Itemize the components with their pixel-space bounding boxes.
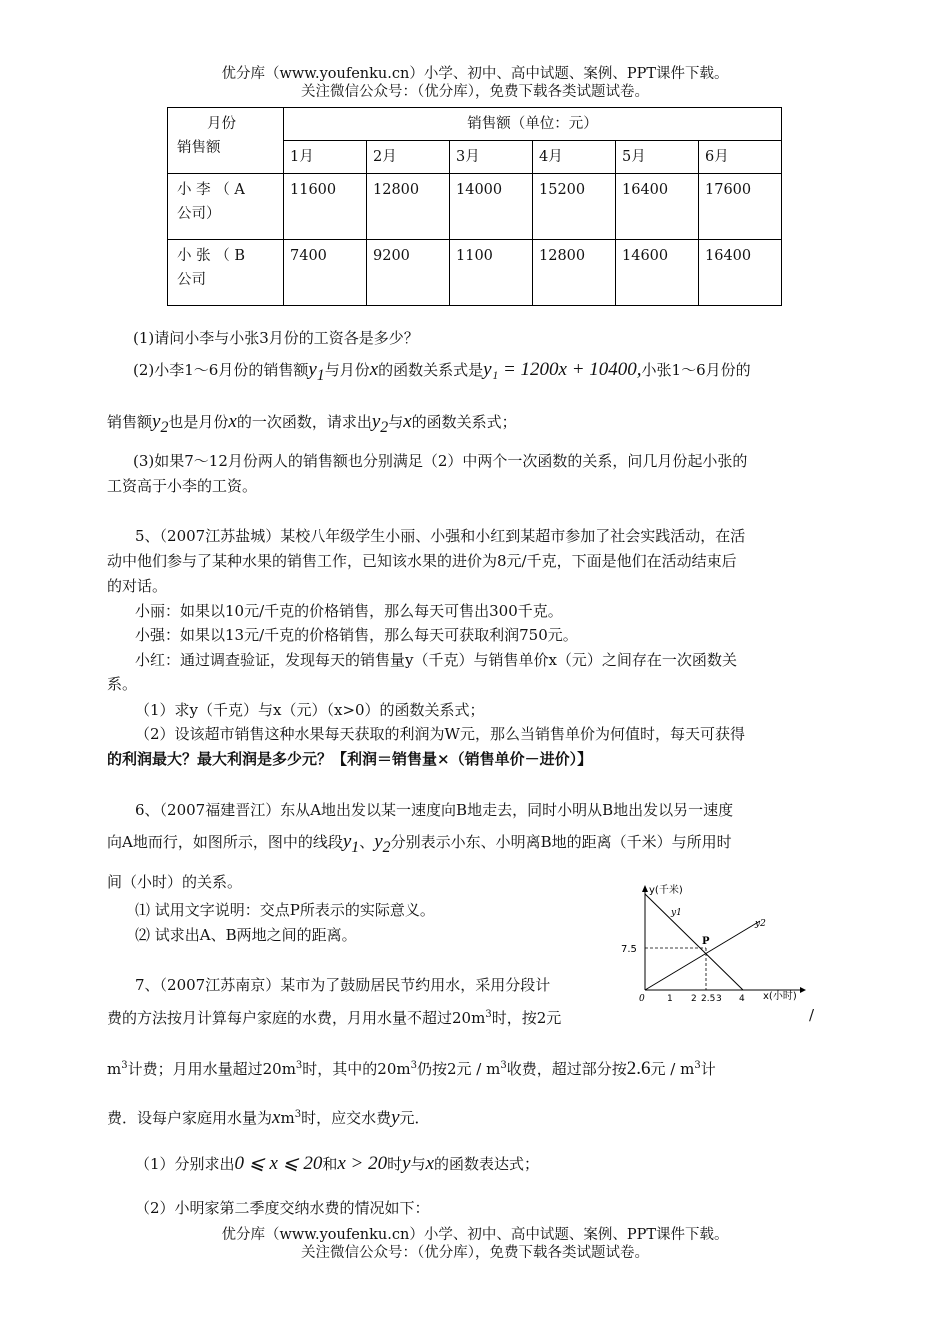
q6-line-2 — [107, 830, 732, 860]
math-sub: 1 — [316, 366, 325, 384]
math-sub: 2 — [160, 418, 169, 436]
q4-text: 销售额 — [107, 413, 153, 431]
q5-xiaoli: 小丽：如果以10元/千克的价格销售，那么每天可售出300千克。 — [135, 602, 563, 620]
q7-slash: / — [809, 1006, 815, 1024]
row-label-line: 小 张 （ B — [177, 248, 245, 264]
math-x: x — [272, 1107, 281, 1128]
table-row — [168, 240, 782, 306]
range-2: x > 20 — [337, 1153, 388, 1174]
header-line-2: 关注微信公众号：（优分库），免费下载各类试题试卷。 — [301, 84, 649, 100]
cube-superscript: 3 — [500, 1060, 507, 1071]
range-1: 0 ⩽ x ⩽ 20 — [234, 1153, 323, 1174]
math-x: x — [425, 1153, 435, 1174]
table-cell: 11600 — [284, 174, 367, 240]
q7-text: 费．设每户家庭用水量为 — [107, 1109, 273, 1127]
month-header: 4月 — [533, 141, 616, 174]
q7-sub-1 — [135, 1152, 539, 1176]
q7-line-3 — [107, 1054, 716, 1081]
footer-line-2: 关注微信公众号：（优分库），免费下载各类试题试卷。 — [301, 1245, 649, 1261]
y-tick-label: 7.5 — [621, 944, 637, 955]
q7-text: 计 — [700, 1060, 716, 1078]
q4-part-1: (1)请问小李与小张3月份的工资各是多少？ — [133, 329, 419, 347]
q4-part-2-line-2 — [107, 410, 517, 440]
table-cell: 17600 — [699, 174, 782, 240]
month-header: 6月 — [699, 141, 782, 174]
q6-sub-2: ⑵ 试求出A、B两地之间的距离。 — [135, 926, 357, 944]
row-label-line: 公司 — [177, 272, 206, 288]
q7-text: 与 — [410, 1155, 426, 1173]
line-y1 — [645, 894, 743, 990]
q7-text: （1）分别求出 — [135, 1155, 235, 1173]
q7-line-1: 7、（2007江苏南京）某市为了鼓励居民节约用水，采用分段计 — [135, 976, 551, 994]
x-axis-arrow — [800, 987, 806, 993]
table-cell: 14000 — [450, 174, 533, 240]
q5-sub-1: （1）求y（千克）与x（元）（x>0）的函数关系式； — [135, 701, 485, 719]
q7-sub-2: （2）小明家第二季度交纳水费的情况如下： — [135, 1199, 430, 1217]
cube-superscript: 3 — [694, 1060, 701, 1071]
table-cell: 16400 — [616, 174, 699, 240]
origin-label: 0 — [639, 994, 645, 1004]
y-axis-arrow — [642, 885, 648, 892]
q4-part-3-line-1: (3)如果7～12月份两人的销售额也分别满足（2）中两个一次函数的关系，问几月份起小张的 — [133, 452, 748, 470]
math-y: y — [152, 411, 161, 432]
q4-text: 的函数关系式是 — [378, 361, 484, 379]
math-y1 — [308, 359, 325, 384]
q7-text: m — [107, 1060, 122, 1078]
table-cell: 7400 — [284, 240, 367, 306]
line-y1-label: y1 — [671, 908, 682, 918]
corner-month-label: 月份 — [207, 116, 236, 132]
line-y2 — [645, 921, 760, 990]
y-axis-label: y(千米) — [649, 885, 683, 896]
x-tick-label: 1 — [667, 994, 673, 1004]
math-y: y — [342, 831, 352, 852]
cube-superscript: 3 — [294, 1109, 302, 1120]
month-header: 5月 — [616, 141, 699, 174]
q4-part-3-line-2: 工资高于小李的工资。 — [107, 477, 258, 495]
corner-sales-label: 销售额 — [177, 140, 221, 156]
q6-line-3: 间（小时）的关系。 — [107, 873, 243, 891]
row-label-line: 小 李 （ A — [177, 182, 245, 198]
q5-sub-2-line-2: 的利润最大？最大利润是多少元？【利润＝销售量×（销售单价－进价）】 — [107, 750, 593, 768]
q6-line-1: 6、（2007福建晋江）东从A地出发以某一速度向B地走去，同时小明从B地出发以另一速度 — [135, 801, 734, 819]
math-y: y — [308, 359, 317, 380]
math-sub: 2 — [382, 838, 391, 856]
cube-superscript: 3 — [485, 1009, 492, 1020]
x-axis-label: x(小时) — [763, 991, 797, 1002]
x-tick-label: 2 — [691, 994, 697, 1004]
q4-part-2-line-1 — [133, 358, 751, 388]
point-p-label: P — [702, 936, 710, 947]
cube-superscript: 3 — [121, 1060, 128, 1071]
q4-text: 小张1～6月份的 — [641, 361, 751, 379]
math-sub: 1 — [351, 838, 360, 856]
table-corner-cell — [168, 108, 284, 174]
q4-text: 与月份 — [324, 361, 370, 379]
q7-text: 时 — [387, 1155, 403, 1173]
q5-line-1: 5、（2007江苏盐城）某校八年级学生小丽、小强和小红到某超市参加了社会实践活动，在活 — [135, 527, 746, 545]
q7-text: 的函数表达式； — [434, 1155, 540, 1173]
formula-y1: y₁ = 1200x + 10400, — [483, 359, 642, 380]
table-cell: 14600 — [616, 240, 699, 306]
q7-line-2 — [107, 1003, 561, 1030]
q4-text: 的一次函数，请求出 — [236, 413, 372, 431]
row-label — [168, 240, 284, 306]
x-tick-label: 3 — [716, 994, 722, 1004]
q7-line-4 — [107, 1103, 430, 1130]
q4-text: 的函数关系式； — [411, 413, 517, 431]
q6-sub-1: ⑴ 试用文字说明：交点P所表示的实际意义。 — [135, 901, 435, 919]
math-x: x — [369, 359, 379, 380]
line-y2-label: y2 — [755, 919, 766, 929]
math-y: y — [374, 831, 383, 852]
q7-text: 时，按2元 — [491, 1009, 562, 1027]
q7-text: 费的方法按月计算每户家庭的水费，月用水量不超过20m — [107, 1009, 486, 1027]
table-cell: 15200 — [533, 174, 616, 240]
math-y: y — [371, 411, 381, 432]
table-cell: 12800 — [533, 240, 616, 306]
q6-text: 、 — [359, 833, 375, 851]
math-x: x — [403, 411, 412, 432]
table-cell: 1100 — [450, 240, 533, 306]
q6-text: 向A地而行，如图所示，图中的线段 — [107, 833, 343, 851]
q5-xiaoqiang: 小强：如果以13元/千克的价格销售，那么每天可获取利润750元。 — [135, 626, 578, 644]
q5-xiaohong-1: 小红：通过调查验证，发现每天的销售量y（千克）与销售单价x（元）之间存在一次函数关 — [135, 651, 737, 669]
q5-line-2: 动中他们参与了某种水果的销售工作，已知该水果的进价为8元/千克，下面是他们在活动结束后 — [107, 552, 737, 570]
row-label-line: 公司） — [177, 206, 221, 222]
q7-text: 元 / m — [650, 1060, 695, 1078]
q7-text: 收费，超过部分按 — [506, 1060, 627, 1078]
month-header: 3月 — [450, 141, 533, 174]
math-sub: 2 — [380, 418, 389, 436]
q7-text: m — [280, 1109, 295, 1127]
math-y2 — [371, 411, 389, 436]
q7-text: 和 — [322, 1155, 338, 1173]
q5-line-3: 的对话。 — [107, 577, 168, 595]
q7-text: 时，应交水费 — [301, 1109, 392, 1127]
q7-text: 元． — [399, 1109, 430, 1127]
table-cell: 12800 — [367, 174, 450, 240]
cube-superscript: 3 — [410, 1060, 417, 1071]
q7-text: 仍按2元 / m — [416, 1060, 501, 1078]
math-y: y — [391, 1107, 400, 1128]
q5-xiaohong-2: 系。 — [107, 675, 138, 693]
header-line-1: 优分库（www.youfenku.cn）小学、初中、高中试题、案例、PPT课件下载。 — [221, 66, 729, 82]
q4-text: 也是月份 — [168, 413, 229, 431]
q7-text: 计费；月用水量超过20m — [127, 1060, 296, 1078]
rate-value: 2.6 — [626, 1058, 651, 1079]
q6-text: 分别表示小东、小明离B地的距离（千米）与所用时 — [390, 833, 732, 851]
table-row — [168, 174, 782, 240]
q4-text: (2)小李1～6月份的销售额 — [133, 361, 309, 379]
month-header: 2月 — [367, 141, 450, 174]
x-tick-label: 2.5 — [701, 994, 716, 1004]
table-group-header: 销售额（单位：元） — [284, 108, 782, 141]
x-tick-label: 4 — [739, 994, 745, 1004]
table-cell: 9200 — [367, 240, 450, 306]
math-y2 — [374, 831, 391, 856]
table-cell: 16400 — [699, 240, 782, 306]
distance-time-graph — [615, 880, 815, 1005]
cube-superscript: 3 — [295, 1060, 303, 1071]
q4-text: 与 — [388, 413, 404, 431]
math-y1 — [342, 831, 360, 856]
footer-line-1: 优分库（www.youfenku.cn）小学、初中、高中试题、案例、PPT课件下载。 — [221, 1227, 729, 1243]
month-header: 1月 — [284, 141, 367, 174]
q5-sub-2-line-1: （2）设该超市销售这种水果每天获取的利润为W元，那么当销售单价为何值时，每天可获得 — [135, 725, 745, 743]
q7-text: 时，其中的20m — [302, 1060, 411, 1078]
sales-table — [167, 107, 782, 306]
math-y: y — [402, 1153, 411, 1174]
math-y2 — [152, 411, 169, 436]
row-label — [168, 174, 284, 240]
math-x: x — [228, 411, 237, 432]
